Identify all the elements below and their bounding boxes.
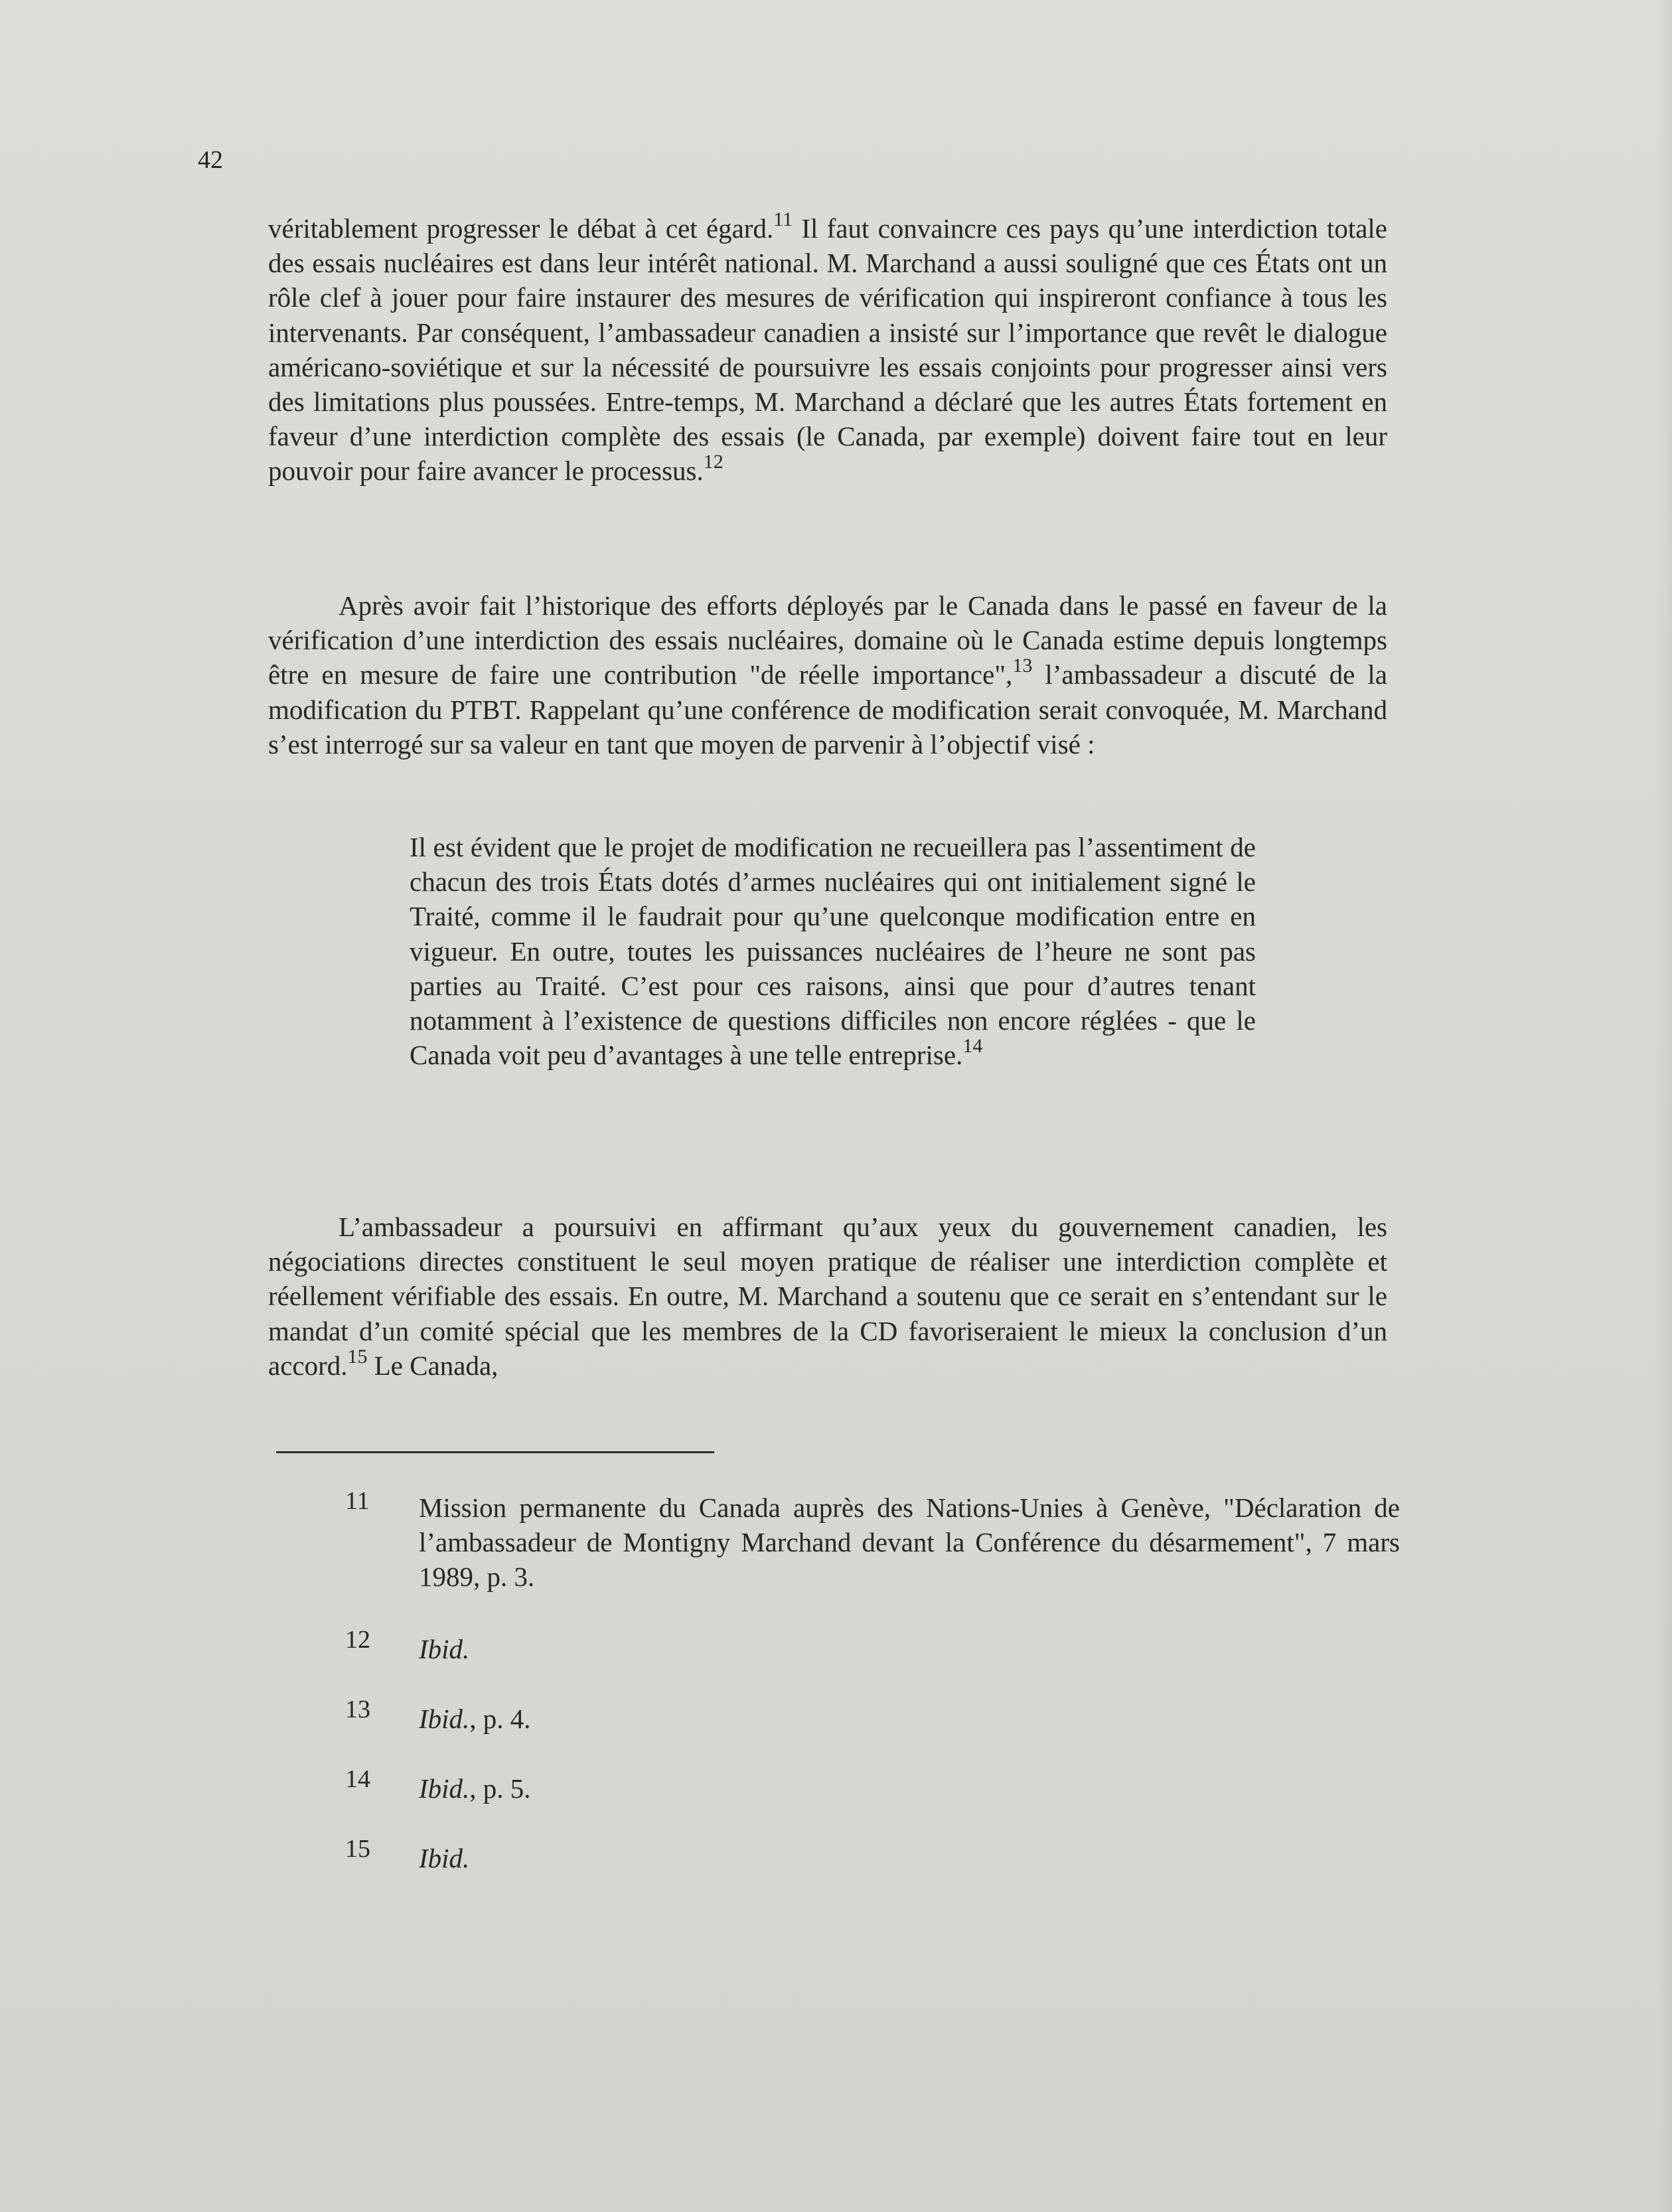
footnote-text-14 <box>419 1771 1400 1806</box>
footnote-number-12: 12 <box>345 1626 370 1654</box>
footnote-ref-11: 11 <box>773 208 793 230</box>
footnote-12-italic: Ibid. <box>419 1634 470 1664</box>
footnote-ref-12: 12 <box>703 451 723 473</box>
paragraph-3-text-a: L’ambassadeur a poursuivi en affirmant qu’aux yeux du gouvernement canadien, les négociations directes constituent le seul moyen pratique de réaliser une interdiction complète et réellement vérifiable des essais. En outre, M. Marchand a soutenu que ce serait en s’entendant sur le mandat d’un comité spécial que les membres de la CD favoriseraient le mieux la conclusion d’un accord. <box>268 1212 1387 1381</box>
page-number: 42 <box>198 146 223 174</box>
footnote-number-15: 15 <box>345 1835 370 1863</box>
paragraph-2-text-b: l’ambassadeur a discuté de la modification du PTBT. Rappelant qu’une conférence de modification serait convoquée, M. Marchand s’est interrogé sur sa valeur en tant que moyen de parvenir à l’objectif visé : <box>268 659 1387 759</box>
footnote-ref-14: 14 <box>962 1035 983 1058</box>
block-quote <box>410 830 1256 1072</box>
paragraph-1-text-b: Il faut convaincre ces pays qu’une interdiction totale des essais nucléaires est dans leur intérêt national. M. Marchand a aussi souligné que ces États ont un rôle clef à jouer pour faire instaurer des mesures de vérification qui inspireront confiance à tous les intervenants. Par conséquent, l’ambassadeur canadien a insisté sur l’importance que revêt le dialogue américano-soviétique et sur la nécessité de poursuivre les essais conjoints pour progresser ainsi vers des limitations plus poussées. Entre-temps, M. Marchand a déclaré que les autres États fortement en faveur d’une interdiction complète des essais (le Canada, par exemple) doivent faire tout en leur pouvoir pour faire avancer le processus. <box>268 213 1387 487</box>
footnote-number-11: 11 <box>345 1487 370 1515</box>
footnote-text-11 <box>419 1490 1400 1594</box>
footnote-13-text: , p. 4. <box>469 1703 531 1734</box>
block-quote-text: Il est évident que le projet de modification ne recueillera pas l’assentiment de chacun des trois États dotés d’armes nucléaires qui ont initialement signé le Traité, comme il le faudrait pour qu’une quelconque modification entre en vigueur. En outre, toutes les puissances nucléaires de l’heure ne sont pas parties au Traité. C’est pour ces raisons, ainsi que pour d’autres tenant notamment à l’existence de questions difficiles non encore réglées - que le Canada voit peu d’avantages à une telle entreprise. <box>410 832 1256 1071</box>
footnote-15-italic: Ibid. <box>419 1843 470 1873</box>
footnote-separator <box>276 1451 714 1453</box>
footnote-text-12 <box>419 1632 1400 1666</box>
footnote-text-13 <box>419 1701 1400 1736</box>
footnote-text-15 <box>419 1841 1400 1875</box>
paragraph-2 <box>268 588 1387 761</box>
footnote-14-italic: Ibid. <box>419 1773 470 1804</box>
footnote-ref-15: 15 <box>347 1345 368 1368</box>
footnote-13-italic: Ibid. <box>419 1703 470 1734</box>
paragraph-1 <box>268 208 1387 489</box>
footnote-11-text: Mission permanente du Canada auprès des Nations-Unies à Genève, "Déclaration de l’ambassadeur de Montigny Marchand devant la Conférence du désarmement", 7 mars 1989, p. 3. <box>419 1492 1400 1592</box>
paragraph-2-text-a: Après avoir fait l’historique des efforts déployés par le Canada dans le passé en faveur de la vérification d’une interdiction des essais nucléaires, domaine où le Canada estime depuis longtemps être en mesure de faire une contribution "de réelle importance", <box>268 590 1387 690</box>
paragraph-3-text-b: Le Canada, <box>367 1350 498 1381</box>
paragraph-1-text-a: véritablement progresser le débat à cet égard. <box>268 213 774 244</box>
footnote-number-13: 13 <box>345 1696 370 1723</box>
paragraph-3 <box>268 1210 1387 1383</box>
page-edge-shadow <box>1655 0 1672 2212</box>
footnote-number-14: 14 <box>345 1765 370 1793</box>
footnote-ref-13: 13 <box>1012 655 1033 677</box>
footnote-14-text: , p. 5. <box>469 1773 531 1804</box>
